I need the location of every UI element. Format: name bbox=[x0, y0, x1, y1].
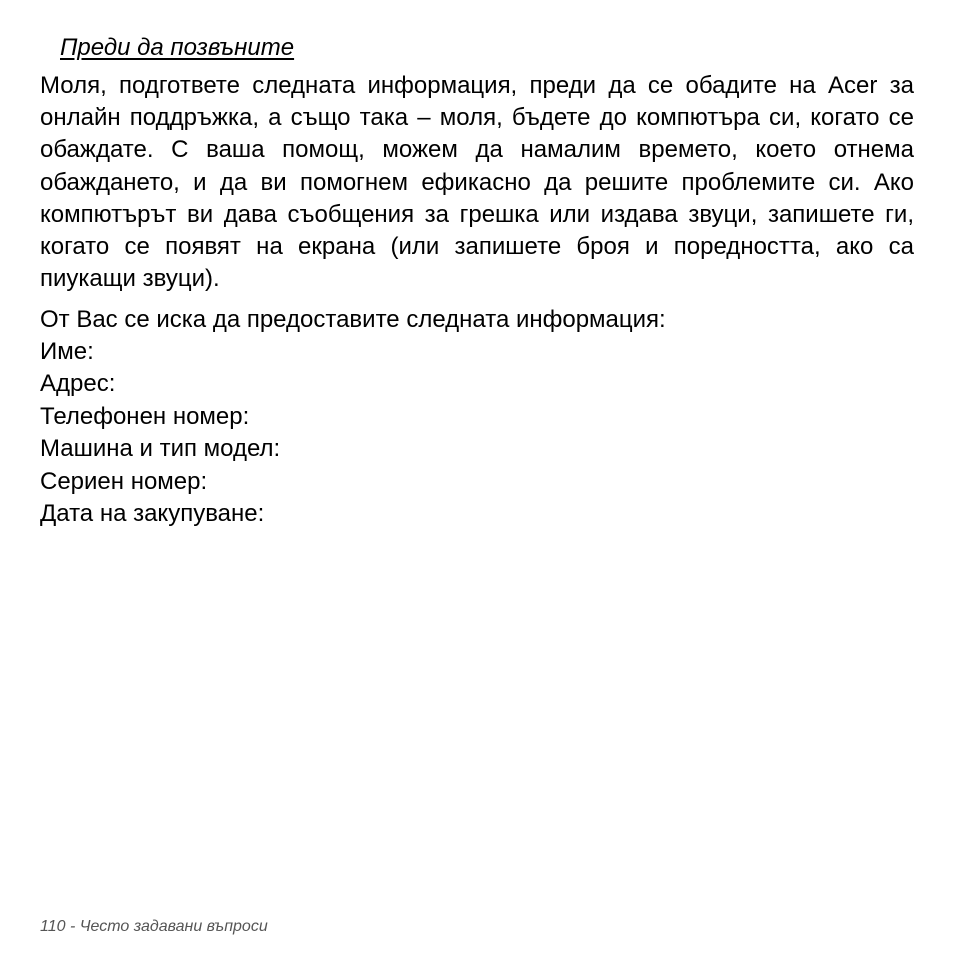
intro-paragraph: Моля, подгответе следната информация, преди да се обадите на Acer за онлайн поддръжка, а също така – моля, бъдете до компютъра си, когато се обаждате. С ваша помощ, можем да намалим времето, което отнема обаждането, и да ви помогнем ефикасно да решите проблемите си. Ако компютърът ви дава съобщения за грешка или издава звуци, запишете ги, когато се появят на екрана (или запишете броя и поредността, ако са пиукащи звуци). bbox=[40, 72, 914, 293]
field-purchase-date: Дата на закупуване: bbox=[40, 499, 265, 527]
field-serial-number: Сериен номер: bbox=[40, 467, 208, 495]
info-request-text: От Вас се иска да предоставите следната информация: bbox=[40, 306, 666, 333]
info-fields-list bbox=[40, 337, 280, 531]
field-name: Име: bbox=[40, 338, 94, 365]
page-footer: 110 - Често задавани въпроси bbox=[40, 918, 268, 935]
field-phone: Телефонен номер: bbox=[40, 402, 250, 430]
section-heading: Преди да позвъните bbox=[60, 34, 295, 61]
field-machine-model: Машина и тип модел: bbox=[40, 435, 281, 463]
field-address: Адрес: bbox=[40, 370, 116, 398]
